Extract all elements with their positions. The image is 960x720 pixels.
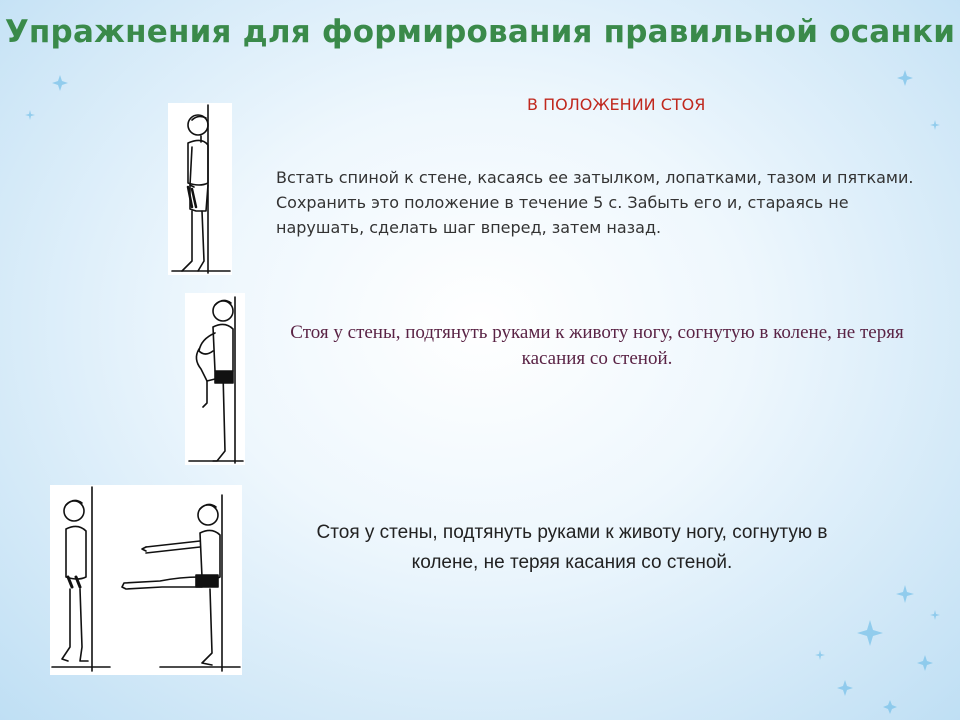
exercise-1-text: Встать спиной к стене, касаясь ее затылком, лопатками, тазом и пятками. Сохранить это положение в течение 5 с. Забыть его и, стараясь не нарушать, сделать шаг вперед, затем назад. [276,168,914,237]
page-title: Упражнения для формирования правильной осанки [4,14,956,50]
figure-leg-raise [50,485,242,675]
exercise-2-text: Стоя у стены, подтянуть руками к животу ногу, согнутую в колене, не теряя касания со стеной. [290,322,904,369]
section-heading: В ПОЛОЖЕНИИ СТОЯ [527,95,706,114]
figure-standing-at-wall [168,103,232,275]
figure-knee-to-chest [185,293,245,465]
exercise-3-text: Стоя у стены, подтянуть руками к животу ногу, согнутую в колене, не теряя касания со стеной. [316,522,828,573]
